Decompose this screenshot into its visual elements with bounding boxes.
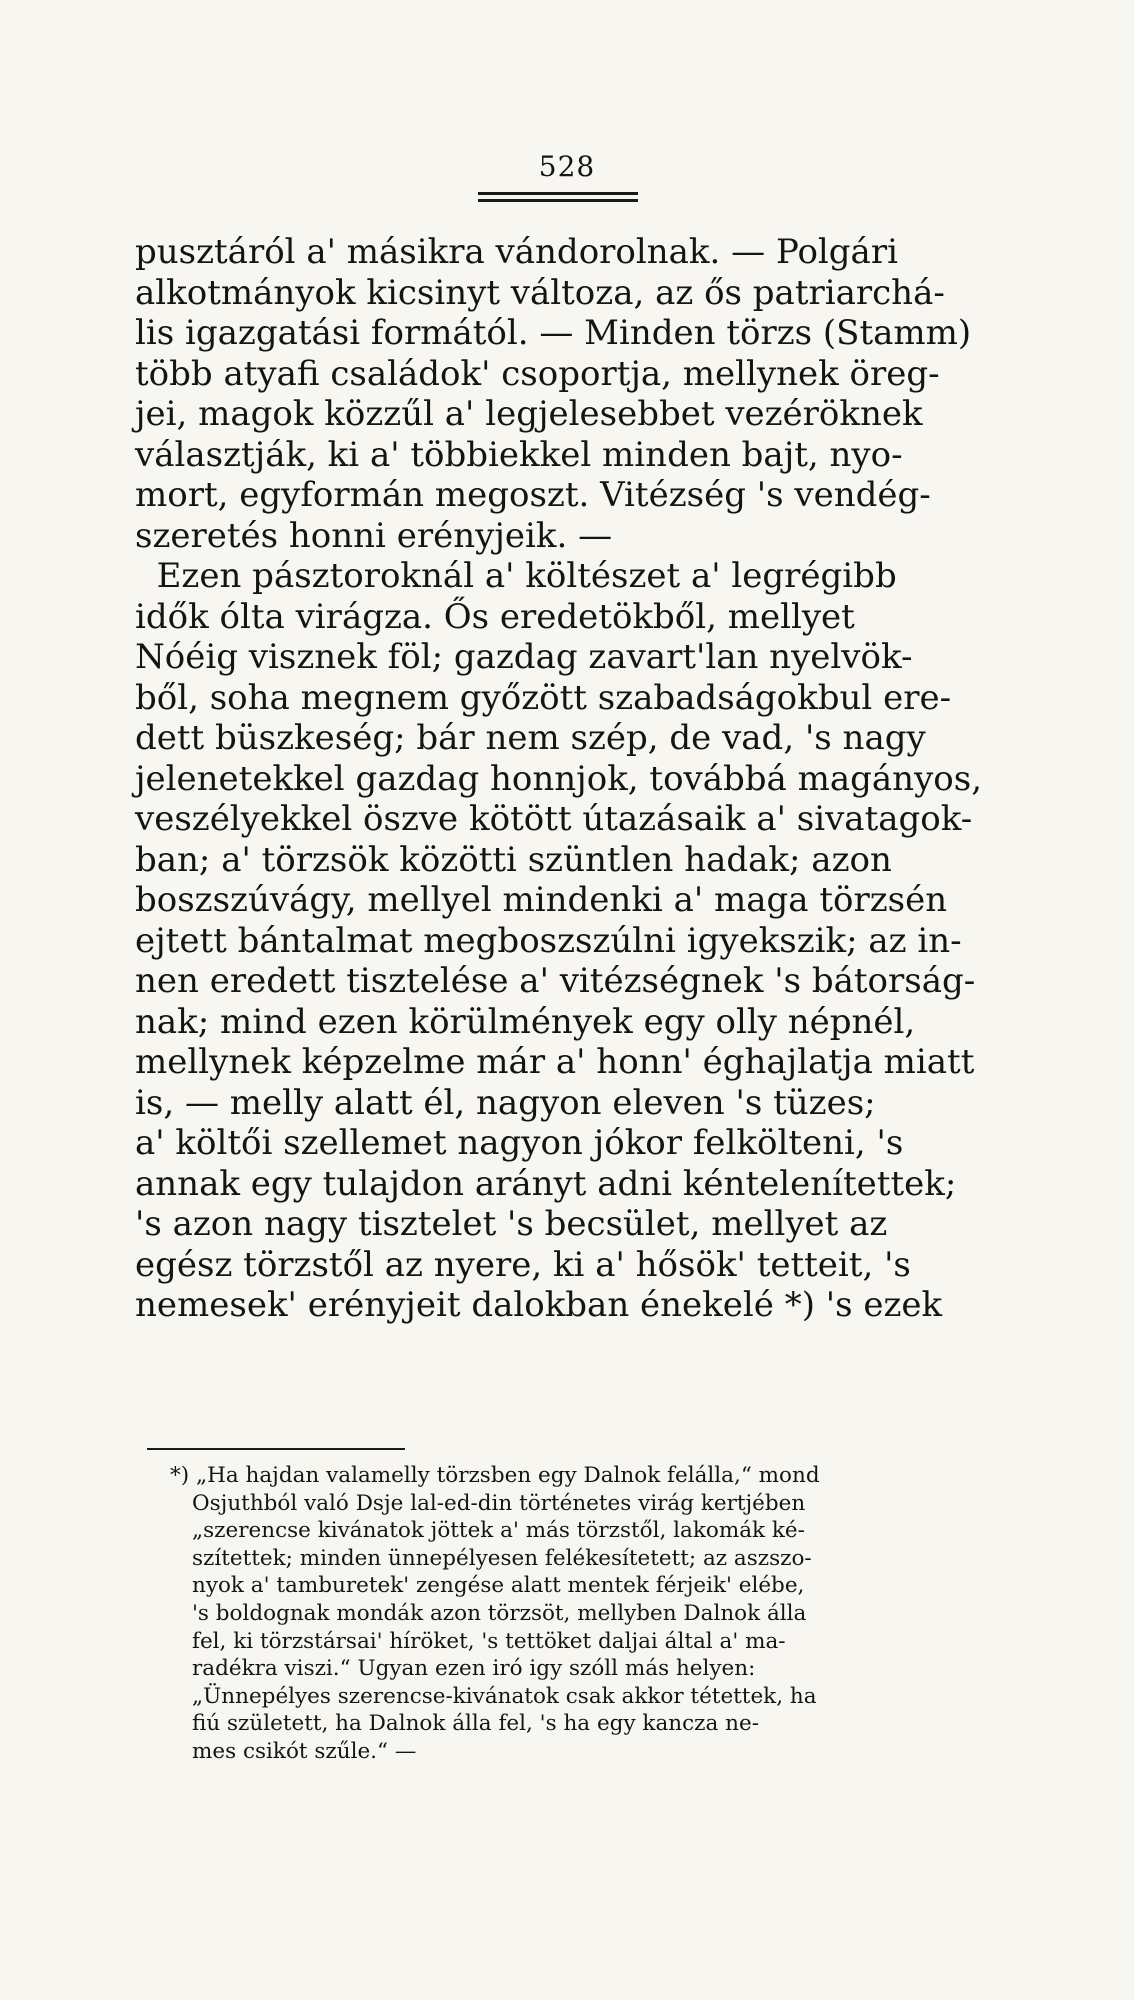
text-line: a' költői szellemet nagyon jókor felkölteni, 's: [135, 1123, 904, 1163]
text-line: nen eredett tisztelése a' vitézségnek 's bátorság-: [135, 961, 976, 1001]
page-number: 528: [538, 150, 596, 183]
text-line: szeretés honni erényjeik. —: [135, 515, 613, 556]
text-line: pusztáról a' másikra vándorolnak. — Polgári: [135, 232, 898, 272]
footnote-line: fel, ki törzstársai' híröket, 's tettöket daljai által a' ma-: [192, 1628, 786, 1654]
text-line: ből, soha megnem győzött szabadságokbul ere-: [135, 677, 952, 718]
text-line: jei, magok közzűl a' legjelesebbet vezéröknek: [135, 394, 923, 434]
text-line: idők ólta virágza. Ős eredetökből, mellyet: [135, 596, 855, 637]
text-line: lis igazgatási formától. — Minden törzs (Stamm): [135, 313, 972, 353]
footnote-line: szítettek; minden ünnepélyesen felékesítetett; az aszszo-: [192, 1545, 812, 1571]
text-line: mort, egyformán megoszt. Vitézség 's vendég-: [135, 475, 931, 515]
text-line: dett büszkeség; bár nem szép, de vad, 's nagy: [135, 718, 926, 758]
footnote-line: nyok a' tamburetek' zengése alatt mentek férjeik' elébe,: [192, 1573, 805, 1599]
text-line: egész törzstől az nyere, ki a' hősök' tetteit, 's: [135, 1244, 911, 1285]
text-line: annak egy tulajdon arányt adni kéntelenítettek;: [135, 1163, 957, 1204]
footnote-line: fiú született, ha Dalnok álla fel, 's ha egy kancza ne-: [192, 1711, 759, 1737]
header-double-rule: [478, 192, 638, 195]
footnote-line: radékra viszi.“ Ugyan ezen iró igy szóll más helyen:: [192, 1656, 756, 1682]
text-line: több atyafi családok' csoportja, mellynek öreg-: [135, 353, 940, 394]
footnote-line: *) „Ha hajdan valamelly törzsben egy Dalnok felálla,“ mond: [170, 1463, 820, 1488]
text-line: ejtett bántalmat megboszszúlni igyekszik; az in-: [135, 920, 962, 961]
text-line: mellynek képzelme már a' honn' éghajlatja miatt: [135, 1042, 975, 1082]
text-line: választják, ki a' többiekkel minden bajt, nyo-: [135, 434, 903, 475]
text-line: alkotmányok kicsinyt változa, az ős patriarchá-: [135, 272, 945, 313]
footnote-line: Osjuthból való Dsje lal-ed-din történetes virág kertjében: [192, 1490, 806, 1516]
text-line: Ezen pásztoroknál a' költészet a' legrégibb: [135, 556, 897, 596]
footnote-line: „Ünnepélyes szerencse-kivánatok csak akkor tétettek, ha: [192, 1683, 817, 1709]
footnote-block: [170, 1462, 1070, 1766]
text-line: is, — melly alatt él, nagyon eleven 's tüzes;: [135, 1082, 876, 1123]
footnote-line: mes csikót szűle.“ —: [192, 1738, 417, 1764]
text-line: 's azon nagy tisztelet 's becsület, mellyet az: [135, 1204, 888, 1244]
text-line: nak; mind ezen körülmények egy olly népnél,: [135, 1001, 916, 1042]
footnote-line: „szerencse kivánatok jöttek a' más törzstől, lakomák ké-: [192, 1518, 805, 1544]
main-text-block: [135, 232, 1134, 1326]
footnote-line: 's boldognak mondák azon törzsöt, mellyben Dalnok álla: [192, 1600, 807, 1626]
text-line: ban; a' törzsök közötti szüntlen hadak; azon: [135, 839, 892, 880]
text-line: veszélyekkel öszve kötött útazásaik a' sivatagok-: [135, 799, 973, 839]
text-line: boszszúvágy, mellyel mindenki a' maga törzsén: [135, 880, 948, 920]
text-line: nemesek' erényjeit dalokban énekelé *) 's ezek: [135, 1285, 943, 1325]
text-line: jelenetekkel gazdag honnjok, továbbá magányos,: [135, 758, 983, 799]
text-line: Nóéig visznek föl; gazdag zavart'lan nyelvök-: [135, 637, 913, 677]
footnote-separator: [147, 1448, 405, 1450]
